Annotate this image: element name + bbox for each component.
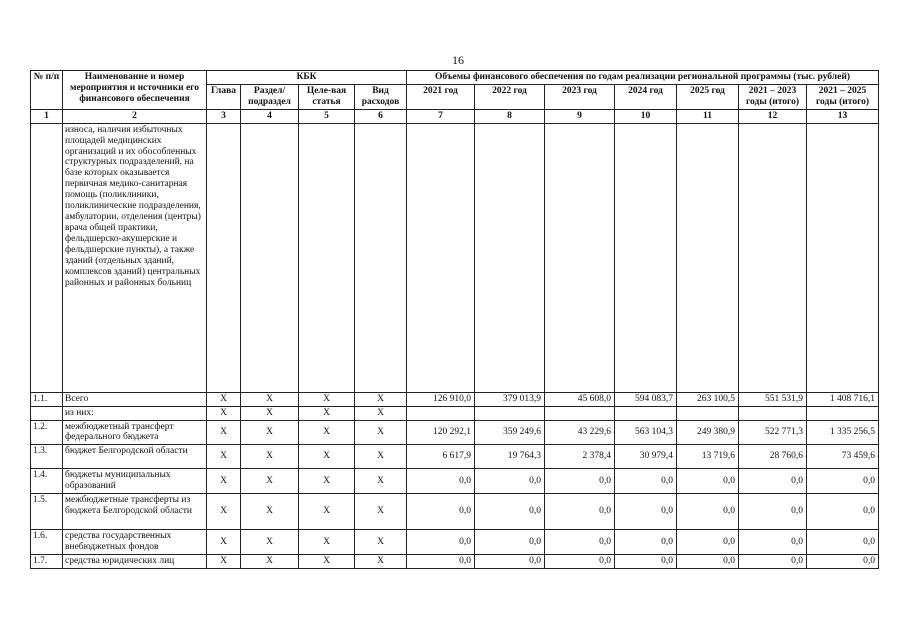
column-index: 12 [739,109,807,123]
value-cell: 0,0 [677,555,739,569]
financing-table [30,70,879,569]
value-cell: 6 617,9 [407,445,475,469]
value-cell: 73 459,6 [807,445,879,469]
row-number: 1.1. [31,392,63,406]
kbk-cell: Х [355,530,407,555]
column-index: 4 [241,109,299,123]
kbk-cell: Х [207,406,241,420]
kbk-cell: Х [299,494,355,530]
table-row [31,420,879,445]
value-cell [615,406,677,420]
value-cell: 45 608,0 [545,392,615,406]
column-index: 1 [31,109,63,123]
header-total-2021-2023: 2021 – 2023 годы (итого) [739,84,807,109]
kbk-cell: Х [355,555,407,569]
kbk-cell: Х [299,392,355,406]
column-index-row [31,109,879,123]
value-cell [739,406,807,420]
value-cell [807,406,879,420]
value-cell: 30 979,4 [615,445,677,469]
value-cell: 0,0 [615,555,677,569]
value-cell: 594 083,7 [615,392,677,406]
value-cell: 0,0 [475,494,545,530]
kbk-cell: Х [207,555,241,569]
value-cell: 0,0 [807,494,879,530]
value-cell: 0,0 [407,555,475,569]
header-year-2024: 2024 год [615,84,677,109]
kbk-cell: Х [355,392,407,406]
value-cell: 0,0 [739,469,807,494]
kbk-cell: Х [207,469,241,494]
value-cell: 0,0 [545,555,615,569]
kbk-cell: Х [355,445,407,469]
header-kbk-statya: Целе-вая статья [299,84,355,109]
column-index: 13 [807,109,879,123]
kbk-cell: Х [241,555,299,569]
table-row [31,555,879,569]
kbk-cell: Х [299,555,355,569]
kbk-cell: Х [299,406,355,420]
value-cell: 0,0 [545,469,615,494]
row-name: средства государственных внебюджетных фондов [63,530,207,555]
header-funding-title: Объемы финансового обеспечения по годам реализации региональной программы (тыс. рублей) [407,71,879,85]
kbk-cell: Х [207,494,241,530]
kbk-cell: Х [241,420,299,445]
row-name: бюджет Белгородской области [63,445,207,469]
row-number: 1.5. [31,494,63,530]
header-kbk: КБК [207,71,407,85]
value-cell: 0,0 [677,494,739,530]
value-cell [407,406,475,420]
value-cell: 0,0 [807,555,879,569]
value-cell: 359 249,6 [475,420,545,445]
kbk-cell: Х [207,420,241,445]
header-year-2023: 2023 год [545,84,615,109]
value-cell: 0,0 [475,555,545,569]
header-kbk-razdel: Раздел/ подраздел [241,84,299,109]
table-row [31,392,879,406]
row-name: из них: [63,406,207,420]
table-row [31,406,879,420]
value-cell: 1 408 716,1 [807,392,879,406]
kbk-cell: Х [299,530,355,555]
kbk-cell: Х [207,530,241,555]
value-cell: 263 100,5 [677,392,739,406]
row-name: Всего [63,392,207,406]
row-number: 1.7. [31,555,63,569]
value-cell: 522 771,3 [739,420,807,445]
kbk-cell: Х [355,494,407,530]
value-cell: 0,0 [407,494,475,530]
row-name: межбюджетные трансферты из бюджета Белгородской области [63,494,207,530]
kbk-cell: Х [207,392,241,406]
value-cell: 0,0 [615,494,677,530]
row-number: 1.4. [31,469,63,494]
kbk-cell: Х [241,445,299,469]
value-cell: 1 335 256,5 [807,420,879,445]
row-number: 1.3. [31,445,63,469]
value-cell: 0,0 [739,555,807,569]
column-index: 11 [677,109,739,123]
column-index: 5 [299,109,355,123]
value-cell: 0,0 [475,469,545,494]
column-index: 9 [545,109,615,123]
kbk-cell: Х [299,445,355,469]
value-cell: 126 910,0 [407,392,475,406]
value-cell: 0,0 [545,530,615,555]
header-year-2022: 2022 год [475,84,545,109]
value-cell: 0,0 [677,530,739,555]
value-cell [475,406,545,420]
value-cell: 0,0 [475,530,545,555]
column-index: 8 [475,109,545,123]
value-cell: 563 104,3 [615,420,677,445]
kbk-cell: Х [241,392,299,406]
value-cell: 0,0 [677,469,739,494]
value-cell: 28 760,6 [739,445,807,469]
value-cell: 0,0 [739,494,807,530]
value-cell [677,406,739,420]
value-cell: 0,0 [407,469,475,494]
row-name: средства юридических лиц [63,555,207,569]
table-row [31,445,879,469]
value-cell: 19 764,3 [475,445,545,469]
value-cell: 0,0 [407,530,475,555]
kbk-cell: Х [355,420,407,445]
header-total-2021-2025: 2021 – 2025 годы (итого) [807,84,879,109]
value-cell: 379 013,9 [475,392,545,406]
kbk-cell: Х [207,445,241,469]
header-num: № п/п [31,71,63,110]
continuation-text: износа, наличия избыточных площадей медицинских организаций и их обособленных структурных подразделений, на базе которых оказывается первичная медико-санитарная помощь (поликлиники, поликлинические подразделения, амбулатории, отделения (центры) врача общей практики, фельдшерско-акушерские и фельдшерские пункты), а также зданий (отдельных зданий, комплексов зданий) центральных районных и районных больниц [63,123,207,392]
value-cell: 551 531,9 [739,392,807,406]
value-cell [545,406,615,420]
value-cell: 120 292,1 [407,420,475,445]
value-cell: 0,0 [807,469,879,494]
column-index: 6 [355,109,407,123]
value-cell: 249 380,9 [677,420,739,445]
value-cell: 0,0 [807,530,879,555]
table-row [31,469,879,494]
row-name: межбюджетный трансферт федерального бюджета [63,420,207,445]
kbk-cell: Х [241,406,299,420]
column-index: 10 [615,109,677,123]
value-cell: 0,0 [615,530,677,555]
kbk-cell: Х [355,469,407,494]
header-name: Наименование и номер мероприятия и источники его финансового обеспечения [63,71,207,110]
value-cell: 0,0 [739,530,807,555]
column-index: 7 [407,109,475,123]
table-row [31,530,879,555]
continuation-row [31,123,879,392]
row-name: бюджеты муниципальных образований [63,469,207,494]
kbk-cell: Х [299,469,355,494]
value-cell: 43 229,6 [545,420,615,445]
value-cell: 0,0 [615,469,677,494]
kbk-cell: Х [241,530,299,555]
row-number: 1.2. [31,420,63,445]
page-number: 16 [452,53,464,67]
value-cell: 0,0 [545,494,615,530]
header-kbk-glava: Глава [207,84,241,109]
kbk-cell: Х [355,406,407,420]
kbk-cell: Х [241,469,299,494]
column-index: 2 [63,109,207,123]
column-index: 3 [207,109,241,123]
header-kbk-vid: Вид расходов [355,84,407,109]
kbk-cell: Х [299,420,355,445]
header-year-2025: 2025 год [677,84,739,109]
row-number: 1.6. [31,530,63,555]
value-cell: 13 719,6 [677,445,739,469]
table-row [31,494,879,530]
kbk-cell: Х [241,494,299,530]
value-cell: 2 378,4 [545,445,615,469]
header-year-2021: 2021 год [407,84,475,109]
row-number [31,406,63,420]
